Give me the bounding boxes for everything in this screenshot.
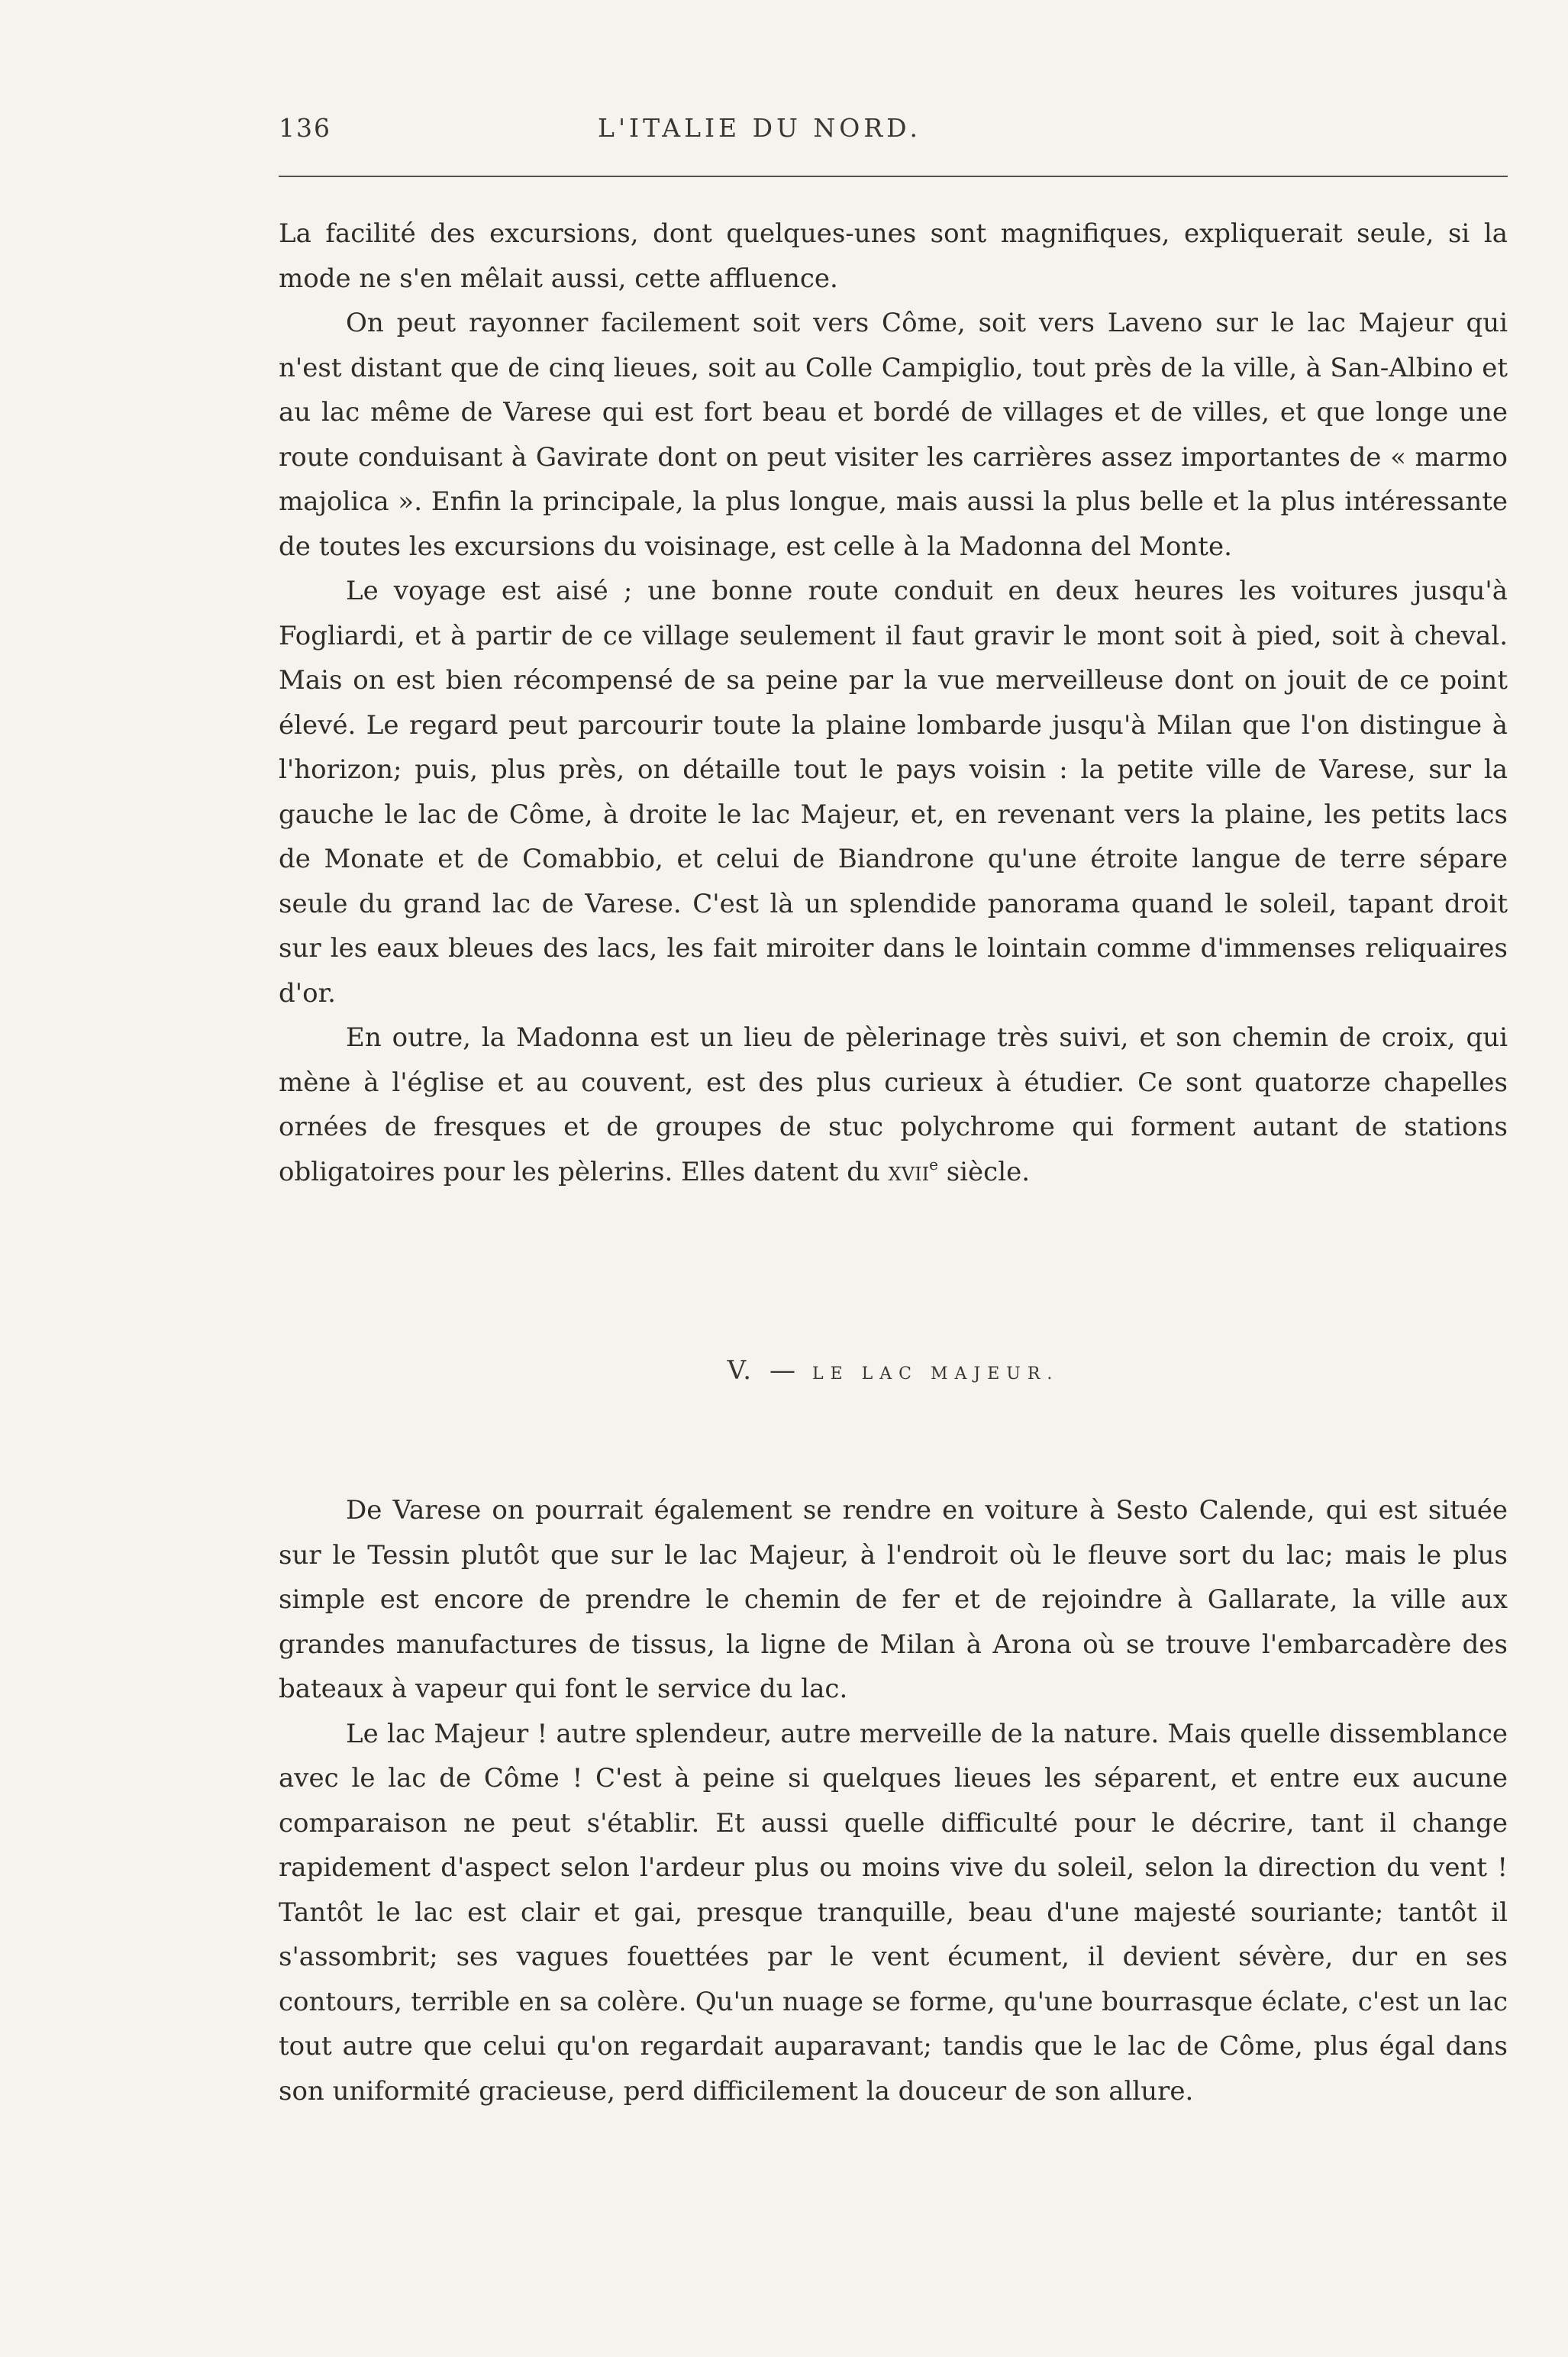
section-number: V. [727,1355,753,1386]
paragraph [279,1015,1508,1194]
century-suffix: e [929,1154,938,1174]
running-head [279,113,1508,151]
century-numeral: xvii [888,1156,930,1187]
paragraph-text: En outre, la Madonna est un lieu de pèlerinage très suivi, et son chemin de croix, qui mène à l'église et au couvent, est des plus curieux à étudier. Ce sont quatorze chapelles ornées de fresques et de groupes de stuc polychrome qui forment autant de stations obligatoires pour les pèlerins. Elles datent du [279,1022,1508,1187]
section-heading [279,1355,1508,1386]
paragraph: De Varese on pourrait également se rendre en voiture à Sesto Calende, qui est située sur le Tessin plutôt que sur le lac Majeur, à l'endroit où le fleuve sort du lac; mais le plus simple est encore de prendre le chemin de fer et de rejoindre à Gallarate, la ville aux grandes manufactures de tissus, la ligne de Milan à Arona où se trouve l'embarcadère des bateaux à vapeur qui font le service du lac. [279,1495,1508,1704]
paragraph: La facilité des excursions, dont quelques-unes sont magnifiques, expliquerait seule, si la mode ne s'en mêlait aussi, cette affluence. [279,218,1508,294]
text-block-before-section [279,211,1508,1194]
book-title: L'ITALIE DU NORD. [598,113,921,143]
text-block-after-section [279,1488,1508,2113]
paragraph: On peut rayonner facilement soit vers Côme, soit vers Laveno sur le lac Majeur qui n'est distant que de cinq lieues, soit au Colle Campiglio, tout près de la ville, à San-Albino et au lac même de Varese qui est fort beau et bordé de villages et de villes, et que longe une route conduisant à Gavirate dont on peut visiter les carrières assez importantes de « marmo majolica ». Enfin la principale, la plus longue, mais aussi la plus belle et la plus intéressante de toutes les excursions du voisinage, est celle à la Madonna del Monte. [279,308,1508,562]
page-number: 136 [279,113,331,143]
header-rule [279,176,1508,177]
paragraph: Le voyage est aisé ; une bonne route conduit en deux heures les voitures jusqu'à Fogliardi, et à partir de ce village seulement il faut gravir le mont soit à pied, soit à cheval. Mais on est bien récompensé de sa peine par la vue merveilleuse dont on jouit de ce point élevé. Le regard peut parcourir toute la plaine lombarde jusqu'à Milan que l'on distingue à l'horizon; puis, plus près, on détaille tout le pays voisin : la petite ville de Varese, sur la gauche le lac de Côme, à droite le lac Majeur, et, en revenant vers la plaine, les petits lacs de Monate et de Comabbio, et celui de Biandrone qu'une étroite langue de terre sépare seule du grand lac de Varese. C'est là un splendide panorama quand le soleil, tapant droit sur les eaux bleues des lacs, les fait miroiter dans le lointain comme d'immenses reliquaires d'or. [279,576,1508,1009]
paragraph-end: siècle. [937,1156,1031,1187]
paragraph: Le lac Majeur ! autre splendeur, autre merveille de la nature. Mais quelle dissemblance avec le lac de Côme ! C'est à peine si quelques lieues les séparent, et entre eux aucune comparaison ne peut s'établir. Et aussi quelle difficulté pour le décrire, tant il change rapidement d'aspect selon l'ardeur plus ou moins vive du soleil, selon la direction du vent ! Tantôt le lac est clair et gai, presque tranquille, beau d'une majesté souriante; tantôt il s'assombrit; ses vagues fouettées par le vent écument, il devient sévère, dur en ses contours, terrible en sa colère. Qu'un nuage se forme, qu'une bourrasque éclate, c'est un lac tout autre que celui qu'on regardait auparavant; tandis que le lac de Côme, plus égal dans son uniformité gracieuse, perd difficilement la douceur de son allure. [279,1718,1508,2107]
section-dash: — [769,1355,796,1386]
section-title: LE LAC MAJEUR. [812,1364,1060,1384]
